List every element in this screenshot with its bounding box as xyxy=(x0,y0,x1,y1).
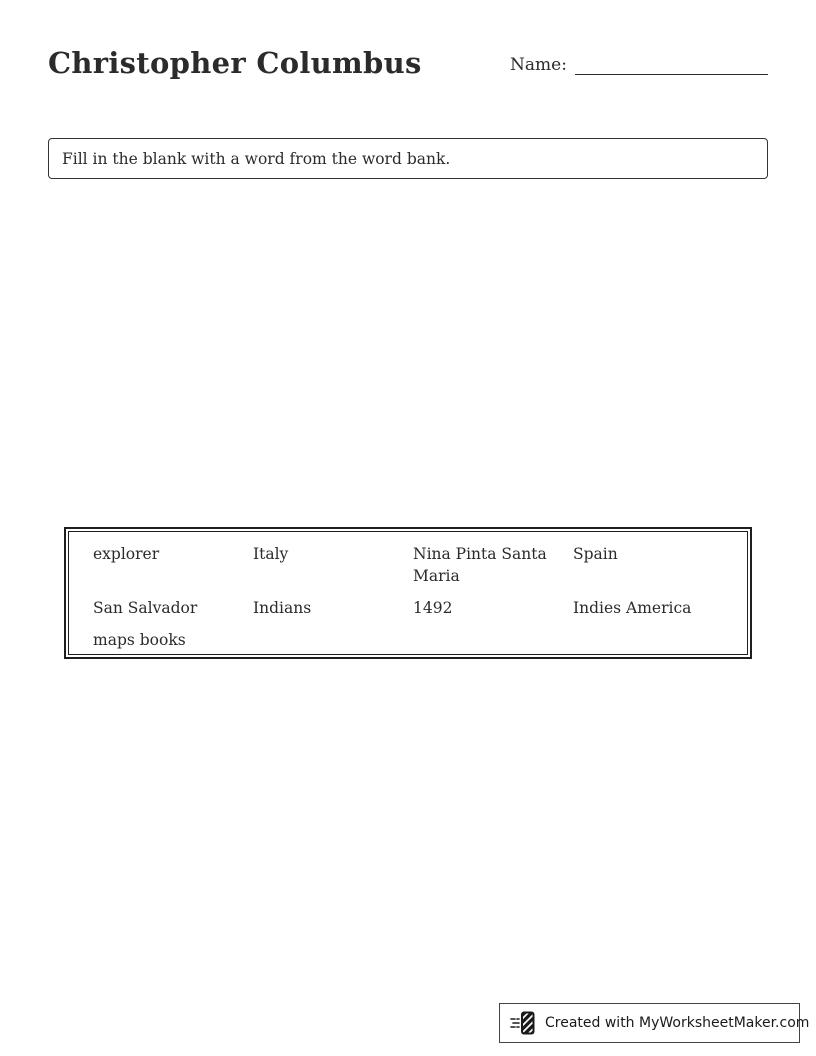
word-bank-word: explorer xyxy=(93,545,160,563)
word-bank-word: Italy xyxy=(253,545,289,563)
word-bank-inner-border xyxy=(68,531,748,655)
instruction-box xyxy=(48,138,768,179)
word-bank-grid xyxy=(93,543,723,651)
name-field xyxy=(510,51,768,75)
word-bank-word: Spain xyxy=(573,545,618,563)
page-title: Christopher Columbus xyxy=(48,46,422,80)
name-blank-line[interactable] xyxy=(575,51,768,75)
flying-worksheet-icon xyxy=(510,1009,538,1037)
word-bank-word: San Salvador xyxy=(93,599,198,617)
word-bank-word: Indies America xyxy=(573,599,692,617)
word-bank xyxy=(64,527,752,659)
footer-credit-text: Created with MyWorksheetMaker.com xyxy=(545,1015,810,1031)
word-bank-word: maps books xyxy=(93,631,186,649)
name-label: Name: xyxy=(510,55,567,75)
word-bank-word: Nina Pinta Santa Maria xyxy=(413,545,547,585)
word-bank-word: 1492 xyxy=(413,599,453,617)
word-bank-word: Indians xyxy=(253,599,312,617)
footer-credit-badge xyxy=(499,1003,810,1043)
instruction-text: Fill in the blank with a word from the word bank. xyxy=(62,149,451,168)
